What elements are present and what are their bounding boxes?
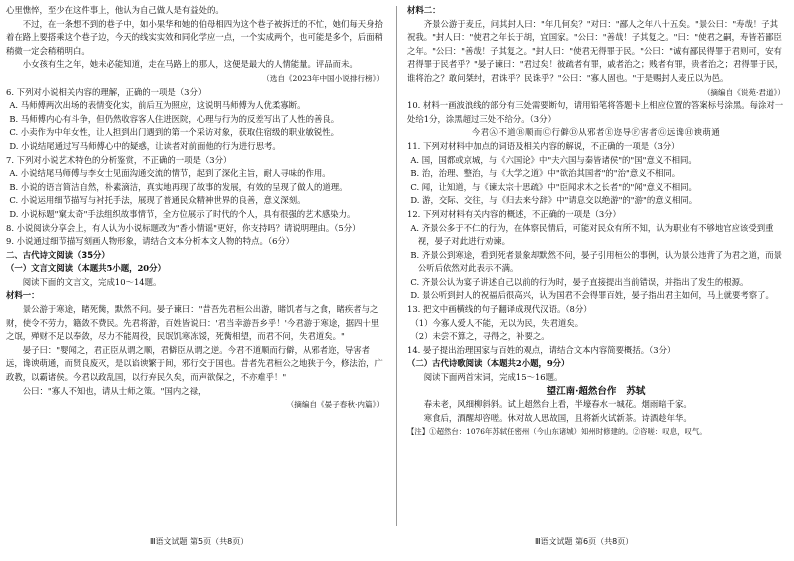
text-line: B. 小说的语言简洁自然，朴素滴洁，真实地再现了故事的发展，有效的呈现了做人的道理。 — [9, 181, 348, 192]
poem-author: 苏轼 — [626, 385, 646, 397]
text-line: （摘编自《说苑·君道》） — [702, 87, 785, 97]
text-line: C. 小卖作为中年女性，让人担到出门遇到的第一个采访对象，获取住宿级的职业敏锐性。 — [9, 127, 340, 138]
poem-line: 寒食后，酒醒却咨嗟。休对故人思故国，且将新火试新茶。诗酒趁年华。 — [423, 412, 692, 423]
text-line: 齐景公游于麦丘，问其封人曰："年几何矣？"对曰："鄙人之年八十五矣。"景公曰："寿哉！子其祝我。"封人曰："使君之年长于胡，宜国家。"公曰："善哉！子其复之。"曰："使君之嗣，寿皆若鄙臣之年。"公曰："善哉！子其复之。"封人曰："使君无得罪于民。"公曰："诚有鄙民得罪于君则可，安有君得罪于民者乎？"晏子谏曰："君过矣！彼疏者有罪，戚者治之；贱者有罪，贵者治之；君得罪于民，谁将治之？敢问桀纣，君诛乎？民诛乎？"公曰："寡人固也。"于是赐封人麦丘以为邑。 — [407, 18, 784, 83]
poem-title-text: 望江南·超然台作 — [546, 385, 617, 397]
poetry-instructions: 阅读下面两首宋词，完成15～16题。 — [423, 372, 563, 383]
right-column — [407, 4, 785, 531]
text-line: D. 小说标题"窠太奇"手法组织故事情节，全方位展示了时代的个人，具有很强的艺术感染力。 — [9, 208, 356, 219]
text-line: 8. 小说阅读分享会上，有人认为小说标题改为"香小情谣"更好，你支持吗？请说明理由。（5分） — [6, 222, 361, 233]
text-line: （2）未尝不算之，寻得之，补要之。 — [410, 331, 550, 342]
passage-paragraph: 公曰："寡人不知也，请从士师之策。"国内之禄， — [22, 385, 207, 396]
page-divider — [396, 6, 397, 526]
text-line: D. 小说结尾通过写马师傅心中的疑惑，让读者对前面他的行为进行思考。 — [9, 140, 281, 151]
material-one-label: 材料一： — [6, 290, 40, 301]
text-line: 14. 晏子提出治理国家与百姓的观点，请结合文本内容简要概括。（3分） — [407, 344, 676, 355]
text-line: 7. 下列对小说艺术特色的分析鉴赏，不正确的一项是（3分） — [6, 154, 232, 165]
section-title: 二、古代诗文阅读（35分） — [6, 249, 110, 260]
question-10: 10. 材料一画波浪线的部分有三处需要断句，请用铅笔将答题卡上相应位置的答案标号涂黑。每涂对一处给1分，涂黑超过三处不给分。（3分） — [407, 100, 784, 124]
text-line: 材料二： — [407, 5, 441, 15]
material-two — [407, 4, 785, 99]
poem-note: 【注】①超然台：1076年苏轼任密州（今山东诸城）知州时修建的。②咨嗟：叹息，叹气。 — [407, 427, 707, 437]
text-line: 11. 下列对材料中加点的词语及相关内容的解说，不正确的一项是（3分） — [407, 140, 680, 151]
text-line: A. 齐景公多于不仁的行为，在体察民情后，可能对民众有所不知，认为职业有不够地官应该受到重视，晏子对此进行劝谏。 — [410, 222, 774, 247]
text-line: C. 闻，让知道，与《谏太宗十思疏》中"臣闻求木之长者"的"闻"意义不相同。 — [410, 181, 697, 192]
poem-body — [407, 398, 785, 425]
text-line: A. 马师傅两次出场的表情变化实，前后互为照应，这说明马师傅为人优柔寡断。 — [9, 100, 306, 111]
poem-title — [407, 385, 785, 399]
text-line: 13. 把文中画横线的句子翻译成现代汉语。（8分） — [407, 304, 592, 315]
text-line: B. 马师傅内心有斗争，但仍然收容客人住进医院，心理与行为的反差写出了人性的善良。 — [9, 113, 340, 124]
footer-right: Ⅲ语文试题 第6页（共8页） — [535, 537, 634, 546]
text-line: C. 小说运用细节描写与衬托手法，展现了普通民众精神世界的良善，意义深刻。 — [9, 195, 306, 206]
text-line: 12. 下列对材料有关内容的概述，不正确的一项是（3分） — [407, 208, 621, 219]
text-line: D. 游，交际、交往，与《归去来兮辞》中"请息交以绝游"的"游"的意义相同。 — [410, 195, 698, 206]
classical-passage — [6, 303, 384, 398]
text-line: C. 齐景公认为宴子讲述自己以前的行为时，晏子直接提出当前错误，并指出了发生的根源。 — [410, 276, 749, 287]
text-line: B. 齐景公到寒途，看到死者景象却默然不问，晏子引用桓公的事例，认为景公违背了为君之道，而景公听后依然对此表示不满。 — [410, 249, 782, 274]
text-line: 心里憔悴，至少在这件事上，他认为自己做人是有益处的。 — [6, 5, 224, 15]
passage-paragraph: 晏子曰："婴闻之，君正臣从谓之顺，君僻臣从谓之逆。今君不道顺而行僻，从邪者迩，导害者远，谗谀萌通，而贤良废灭，是以谄谀繁于间，邪行交于国也。昔者先君桓公之地狭于今，修法治，广政教，以霸诸侯。今君以政乱国，以行弃民久矣，而声欲保之，不亦难乎！" — [6, 344, 383, 383]
footer-left: Ⅲ语文试题 第5页（共8页） — [150, 537, 249, 546]
classical-prose-instructions: 阅读下面的文言文，完成10～14题。 — [22, 276, 162, 287]
text-line: 9. 小说通过细节描写刻画人物形象，请结合文本分析本文人物的特点。（6分） — [6, 236, 295, 247]
question-10-sentence: 今君Ⓐ不道Ⓑ顺而Ⓒ行僻Ⓓ从邪者Ⓔ迩导Ⓕ害者Ⓖ远谗Ⓗ谀萌通 — [471, 127, 721, 138]
text-line: 6. 下列对小说相关内容的理解，正确的一项是（3分） — [6, 86, 207, 97]
text-line: （选自《2023年中国小说排行榜》） — [262, 73, 384, 83]
classical-prose-title: （一）文言文阅读（本题共5小题，20分） — [6, 263, 166, 274]
text-line: （1）今寡人爱人不能，无以为民，失君道矣。 — [410, 317, 584, 328]
passage-source: （摘编自《晏子春秋·内篇》） — [286, 400, 384, 410]
right-questions — [407, 140, 785, 358]
poetry-section-title: （二）古代诗歌阅读（本题共2小题，9分） — [407, 358, 570, 369]
text-line: B. 治，治理、整治，与《大学之道》中"欲治其国者"的"治"意义不相同。 — [410, 168, 681, 179]
passage-paragraph: 景公游于寒途，睹死胔，默然不问。晏子谏曰："昔吾先君桓公出游，睹饥者与之食，睹疾者与之财，使令不劳力，籍敛不费民。先君将游，百姓皆说曰：'君当幸游吾乡乎！'今君游于寒途，据四十里之氓，殚财不足以奉敛，尽力不能周役，民氓饥寒冻馁，死胔相望，而君不问，失君道矣。" — [6, 304, 380, 342]
text-line: 不过，在一条想不到的巷子中，如小果华和她的伯母相四为这个巷子被拆迁的不忙，她们每天身拾着在路上要搭乘这个巷子边，今天的线实实效和同化学应一点，一个实成两个，也可能是多个，后面稍稍微一定会稍稍明白。 — [6, 18, 383, 56]
text-line: D. 景公听到封人的祝福后很高兴，认为国君不会得罪百姓，晏子指出君主如何，马上就要考察了。 — [410, 290, 774, 301]
left-questions — [6, 4, 384, 249]
left-column — [6, 4, 384, 531]
text-line: 小女孩有生之年，她未必能知道，走在马路上的那人，这便是最大的人情能量。评品而未。 — [22, 59, 358, 70]
poem-line: 春未老，风细柳斜斜。试上超然台上看，半壕春水一城花。烟雨暗千家。 — [423, 399, 692, 410]
text-line: A. 小说结尾马师傅与李女士见面沟通交流的情节，起到了深化主旨，耐人寻味的作用。 — [9, 168, 331, 179]
text-line: A. 国，国都或京城，与《六国论》中"夫六国与秦皆诸侯"的"国"意义不相同。 — [410, 154, 697, 165]
